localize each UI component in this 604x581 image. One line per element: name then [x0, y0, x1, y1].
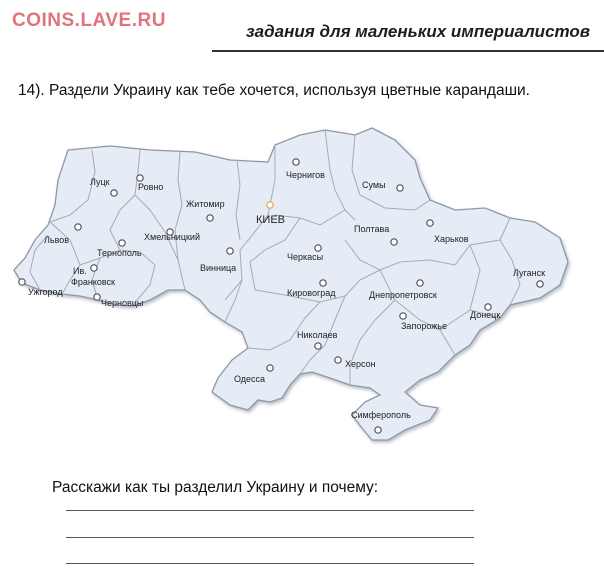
city-marker — [335, 357, 341, 363]
city-label: Львов — [44, 235, 70, 245]
city-label: Харьков — [434, 234, 469, 244]
city-marker — [267, 365, 273, 371]
city-marker — [400, 313, 406, 319]
city-label: Херсон — [345, 359, 376, 369]
city-label: Хмельницкий — [144, 232, 200, 242]
city-marker — [267, 202, 273, 208]
answer-line-2[interactable] — [66, 537, 474, 538]
city-label: Винница — [200, 263, 237, 273]
city-label: Чернигов — [286, 170, 325, 180]
city-marker — [315, 245, 321, 251]
city-label: Полтава — [354, 224, 390, 234]
city-marker — [94, 294, 100, 300]
city-label: Тернополь — [97, 248, 142, 258]
city-marker — [427, 220, 433, 226]
city-label: Черновцы — [101, 298, 144, 308]
city-label: Ив. Франковск — [71, 266, 115, 287]
city-marker — [137, 175, 143, 181]
answer-line-1[interactable] — [66, 510, 474, 511]
city-label: Запорожье — [401, 321, 447, 331]
city-marker — [91, 265, 97, 271]
city-label: Луцк — [90, 177, 110, 187]
city-marker — [320, 280, 326, 286]
city-marker — [391, 239, 397, 245]
city-label: Черкасы — [287, 252, 324, 262]
city-marker — [315, 343, 321, 349]
watermark: COINS.LAVE.RU — [12, 10, 166, 31]
city-label: Ужгород — [28, 287, 63, 297]
question-text: Расскажи как ты разделил Украину и почему: — [52, 479, 379, 496]
page-header-title: задания для маленьких империалистов — [246, 22, 591, 41]
task-text: 14). Раздели Украину как тебе хочется, используя цветные карандаши. — [18, 82, 530, 99]
city-marker — [75, 224, 81, 230]
city-marker — [397, 185, 403, 191]
city-marker — [293, 159, 299, 165]
city-label: Одесса — [234, 374, 266, 384]
city-label: КИЕВ — [256, 214, 285, 226]
city-label: Донецк — [470, 310, 501, 320]
city-marker — [417, 280, 423, 286]
city-marker — [19, 279, 25, 285]
ukraine-map — [0, 110, 604, 470]
city-label: Сумы — [362, 180, 386, 190]
city-label: Луганск — [513, 268, 546, 278]
city-label: Кировоград — [287, 288, 336, 298]
city-marker — [227, 248, 233, 254]
city-marker — [119, 240, 125, 246]
city-label: Николаев — [297, 330, 338, 340]
city-marker — [375, 427, 381, 433]
city-label: Днепропетровск — [369, 290, 437, 300]
city-marker — [207, 215, 213, 221]
city-marker — [111, 190, 117, 196]
city-label: Симферополь — [351, 410, 411, 420]
city-marker — [537, 281, 543, 287]
city-label: Житомир — [186, 199, 225, 209]
city-label: Ровно — [138, 182, 164, 192]
header-divider — [212, 50, 604, 52]
answer-line-3[interactable] — [66, 563, 474, 564]
